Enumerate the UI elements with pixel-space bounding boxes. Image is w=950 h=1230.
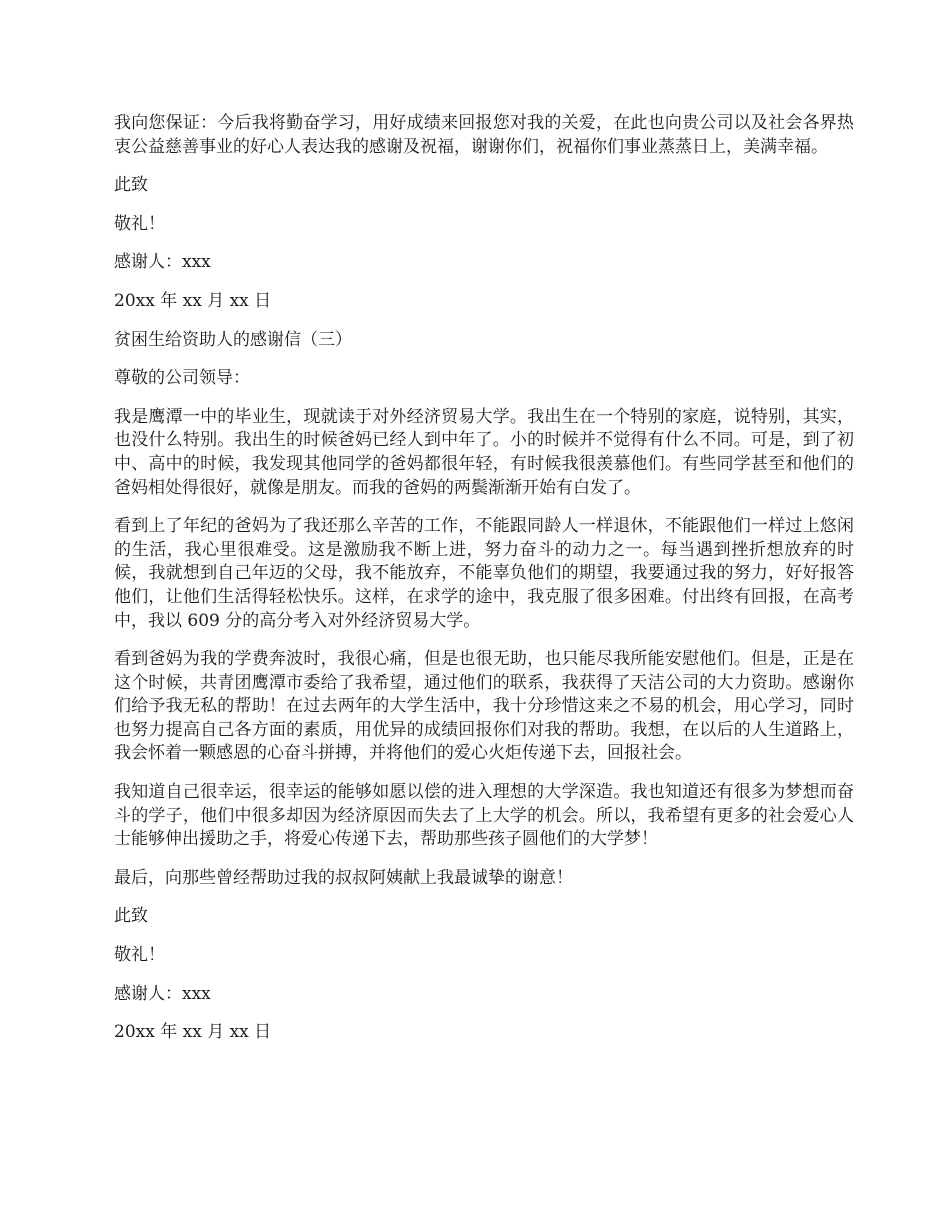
closing-regards: 敬礼！ xyxy=(114,213,165,234)
pledge-paragraph: 我向您保证：今后我将勤奋学习，用好成绩来回报您对我的关爱，在此也向贵公司以及社会各界热衷公益慈善事业的好心人表达我的感谢及祝福，谢谢你们，祝福你们事业蒸蒸日上，美满幸福。 xyxy=(114,113,854,157)
document-page xyxy=(114,112,854,1060)
closing-salutation: 此致 xyxy=(114,175,148,196)
closing-regards: 敬礼！ xyxy=(114,945,165,966)
body-paragraph: 我是鹰潭一中的毕业生，现就读于对外经济贸易大学。我出生在一个特别的家庭，说特别，其实，也没什么特别。我出生的时候爸妈已经人到中年了。小的时候并不觉得有什么不同。可是，到了初中、高中的时候，我发现其他同学的爸妈都很年轻，有时候我很羡慕他们。有些同学甚至和他们的爸妈相处得很好，就像是朋友。而我的爸妈的两鬓渐渐开始有白发了。 xyxy=(114,406,854,498)
body-paragraph: 看到上了年纪的爸妈为了我还那么辛苦的工作，不能跟同龄人一样退休，不能跟他们一样过上悠闲的生活，我心里很难受。这是激励我不断上进，努力奋斗的动力之一。每当遇到挫折想放弃的时候，我就想到自己年迈的父母，我不能放弃，不能辜负他们的期望，我要通过我的努力，好好报答他们，让他们生活得轻松快乐。这样，在求学的途中，我克服了很多困难。付出终有回报，在高考中，我以 609 分的高分考入对外经济贸易大学。 xyxy=(114,516,854,631)
signature-line: 感谢人：xxx xyxy=(114,252,211,273)
date-line: 20xx 年 xx 月 xx 日 xyxy=(114,290,272,311)
body-paragraph: 我知道自己很幸运，很幸运的能够如愿以偿的进入理想的大学深造。我也知道还有很多为梦想而奋斗的学子，他们中很多却因为经济原因而失去了上大学的机会。所以，我希望有更多的社会爱心人士能够伸出援助之手，将爱心传递下去，帮助那些孩子圆他们的大学梦！ xyxy=(114,782,854,850)
date-line: 20xx 年 xx 月 xx 日 xyxy=(114,1022,272,1043)
closing-salutation: 此致 xyxy=(114,906,148,927)
signature-line: 感谢人：xxx xyxy=(114,983,211,1004)
letter-greeting: 尊敬的公司领导： xyxy=(114,368,250,389)
thanks-paragraph: 最后，向那些曾经帮助过我的叔叔阿姨献上我最诚挚的谢意！ xyxy=(114,867,573,888)
body-paragraph: 看到爸妈为我的学费奔波时，我很心痛，但是也很无助，也只能尽我所能安慰他们。但是，正是在这个时候，共青团鹰潭市委给了我希望，通过他们的联系，我获得了天洁公司的大力资助。感谢你们给予我无私的帮助！在过去两年的大学生活中，我十分珍惜这来之不易的机会，用心学习，同时也努力提高自己各方面的素质，用优异的成绩回报你们对我的帮助。我想，在以后的人生道路上，我会怀着一颗感恩的心奋斗拼搏，并将他们的爱心火炬传递下去，回报社会。 xyxy=(114,649,854,764)
letter-title: 贫困生给资助人的感谢信（三） xyxy=(114,329,352,350)
